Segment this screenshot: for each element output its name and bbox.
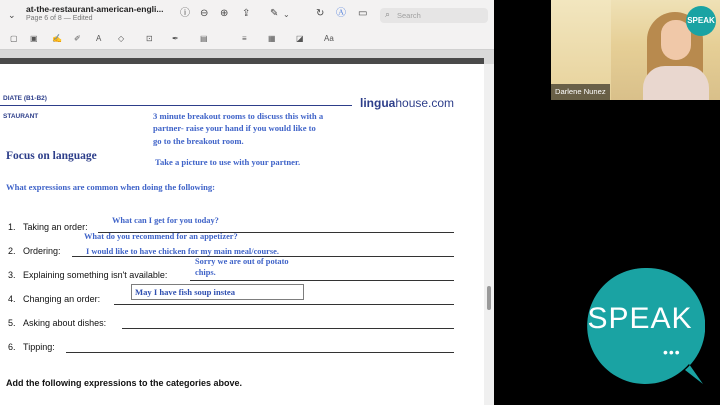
- speak-logo-text: SPEAK: [587, 302, 693, 335]
- participant-name: Darlene Nunez: [551, 84, 610, 100]
- draw-icon[interactable]: ✐: [74, 34, 81, 43]
- search-placeholder: Search: [397, 11, 421, 20]
- instruction-question: What expressions are common when doing the following:: [6, 182, 216, 192]
- shapes-icon[interactable]: ◇: [118, 34, 125, 43]
- list-item: [8, 246, 61, 256]
- linguahouse-logo: [360, 96, 454, 110]
- info-icon[interactable]: ⓘ: [180, 8, 190, 19]
- item-number: 3.: [8, 270, 16, 280]
- zoom-in-icon[interactable]: ⊕: [220, 8, 229, 19]
- note-line: partner- raise your hand if you would like to: [153, 123, 316, 134]
- section-label: STAURANT: [3, 113, 39, 120]
- page-gutter: [0, 50, 494, 64]
- header-rule: [0, 105, 352, 106]
- item-number: 4.: [8, 294, 16, 304]
- speak-badge: SPEAK: [686, 6, 716, 36]
- markup-toolbar: [0, 28, 494, 50]
- page-top-edge: [0, 58, 484, 64]
- sign-icon[interactable]: ✒: [172, 34, 179, 43]
- scrollbar-track[interactable]: [484, 64, 494, 405]
- chevron-down-icon[interactable]: ⌄: [283, 10, 290, 19]
- note-icon[interactable]: ▤: [200, 34, 208, 43]
- answer-line: [114, 304, 454, 305]
- fill-color-icon[interactable]: ◪: [296, 34, 304, 43]
- item-label: Changing an order:: [23, 294, 101, 304]
- title-bar: [0, 0, 494, 28]
- search-field[interactable]: [380, 8, 488, 23]
- zoom-out-icon[interactable]: ⊖: [200, 8, 209, 19]
- note-line: go to the breakout room.: [153, 135, 244, 146]
- item-number: 6.: [8, 342, 16, 352]
- participant-video[interactable]: [551, 0, 720, 100]
- markup-pen-icon[interactable]: ✎: [270, 8, 279, 19]
- list-item: [8, 270, 167, 280]
- level-label: DIATE (B1-B2): [3, 95, 47, 102]
- answer-text: chips.: [195, 268, 216, 277]
- document-subtitle: Page 6 of 8 — Edited: [26, 15, 93, 22]
- item-label: Explaining something isn't available:: [23, 270, 168, 280]
- list-item: [8, 342, 55, 352]
- shape-style-icon[interactable]: ≡: [242, 34, 247, 43]
- chevron-down-icon[interactable]: ⌄: [8, 10, 16, 20]
- item-number: 1.: [8, 222, 16, 232]
- rectangle-select-icon[interactable]: ▣: [30, 34, 38, 43]
- list-item: [8, 318, 106, 328]
- annotate-icon[interactable]: Ⓐ: [336, 8, 346, 19]
- answer-line: [122, 328, 454, 329]
- textbox-icon[interactable]: ⊡: [146, 34, 153, 43]
- answer-line: [190, 280, 454, 281]
- focus-heading: Focus on language: [6, 150, 97, 162]
- item-number: 5.: [8, 318, 16, 328]
- picture-note: Take a picture to use with your partner.: [155, 157, 301, 167]
- sketch-icon[interactable]: ✍: [52, 34, 62, 43]
- logo-bold: lingua: [360, 96, 396, 110]
- scrollbar-thumb[interactable]: [487, 286, 491, 310]
- speak-logo-dots: •••: [663, 344, 681, 360]
- selection-icon[interactable]: ▢: [10, 34, 18, 43]
- item-number: 2.: [8, 246, 16, 256]
- answer-text-input[interactable]: May I have fish soup instea: [131, 284, 304, 300]
- breakout-note: [153, 110, 323, 147]
- text-style-icon[interactable]: Aa: [324, 34, 334, 43]
- person-body: [643, 66, 709, 100]
- list-item: [8, 222, 88, 232]
- answer-text: What do you recommend for an appetizer?: [84, 232, 238, 241]
- text-icon[interactable]: A: [96, 34, 102, 43]
- answer-text: Sorry we are out of potato: [195, 257, 289, 266]
- share-icon[interactable]: ⇪: [242, 8, 251, 19]
- document-title[interactable]: at-the-restaurant-american-engli...: [26, 4, 164, 14]
- redact-icon[interactable]: ▭: [358, 8, 368, 19]
- list-item: [8, 294, 100, 304]
- item-label: Taking an order:: [23, 222, 88, 232]
- bottom-instruction: Add the following expressions to the categories above.: [6, 378, 243, 388]
- border-color-icon[interactable]: ▦: [268, 34, 276, 43]
- answer-line: [66, 352, 454, 353]
- item-label: Tipping:: [23, 342, 55, 352]
- answer-text: What can I get for you today?: [112, 216, 219, 225]
- logo-light: house.com: [395, 96, 455, 110]
- item-label: Ordering:: [23, 246, 61, 256]
- item-label: Asking about dishes:: [23, 318, 107, 328]
- rotate-icon[interactable]: ↻: [316, 8, 325, 19]
- search-icon: ⌕: [385, 9, 391, 19]
- note-line: 3 minute breakout rooms to discuss this with a: [153, 111, 324, 121]
- answer-text: I would like to have chicken for my main meal/course.: [86, 247, 279, 256]
